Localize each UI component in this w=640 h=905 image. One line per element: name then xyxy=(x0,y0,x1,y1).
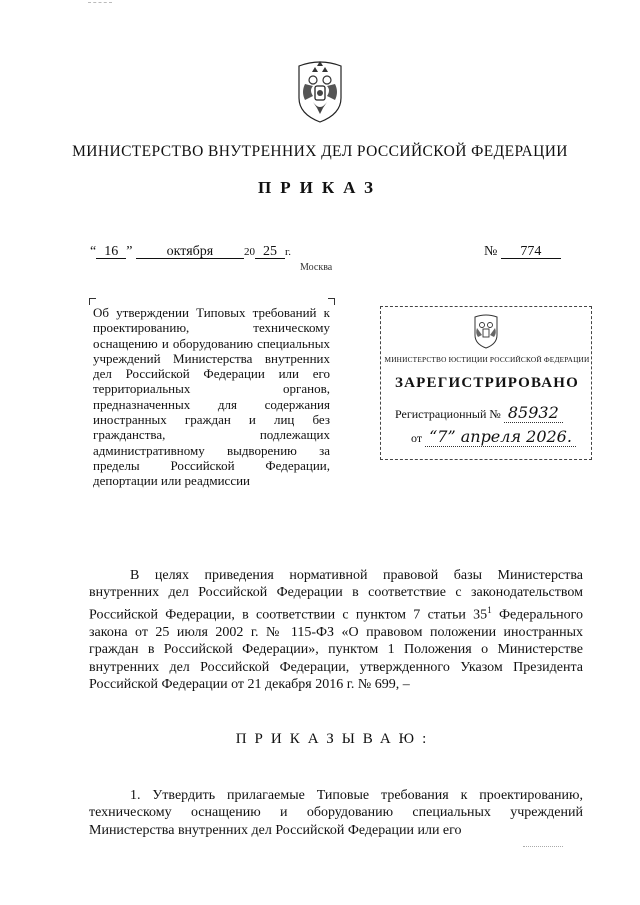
number-label: № xyxy=(484,244,498,259)
superscript: 1 xyxy=(487,604,492,615)
scan-artifact xyxy=(523,846,563,848)
stamp-ministry: МИНИСТЕРСТВО ЮСТИЦИИ РОССИЙСКОЙ ФЕДЕРАЦИИ xyxy=(384,355,590,364)
stamp-registered: ЗАРЕГИСТРИРОВАНО xyxy=(395,375,579,391)
handwritten-date: “7” апреля 2026. xyxy=(425,427,576,447)
stamp-registration-number: Регистрационный № 85932 xyxy=(395,403,563,422)
ministry-title: МИНИСТЕРСТВО ВНУТРЕННИХ ДЕЛ РОССИЙСКОЙ ФЕДЕРАЦИИ xyxy=(72,143,568,160)
stamp-date: от “7” апреля 2026. xyxy=(411,427,576,446)
date-day: 16 xyxy=(96,245,126,259)
decree-heading: ПРИКАЗЫВАЮ: xyxy=(235,731,435,747)
order-item-1: 1. Утвердить прилагаемые Типовые требования к проектированию, техническому оснащению и оборудованию специальных учреждений Министерства внутренних дел Российской Федерации или его xyxy=(89,788,583,838)
document-type-title: ПРИКАЗ xyxy=(258,178,382,197)
city: Москва xyxy=(300,262,333,273)
date-month: октября xyxy=(136,245,244,259)
number-value: 774 xyxy=(501,245,561,259)
registration-stamp xyxy=(380,306,592,460)
coat-of-arms-icon xyxy=(293,58,347,124)
date-year: 25 xyxy=(255,245,285,259)
corner-mark xyxy=(328,298,335,305)
order-number xyxy=(484,244,561,260)
preamble-paragraph: В целях приведения нормативной правовой базы Министерства внутренних дел Российской Федерации в соответствие с законодательством Российской Федерации, в соответствии с пунктом 7 статьи $35^1$ Федерального закона от 25 июля 2002 г. № 115-ФЗ «О правовом положении иностранных граждан в Российской Федерации», пунктом 1 Положения о Министерстве внутренних дел Российской Федерации, утвержденного Указом Президента Российской Федерации от 21 декабря 2016 г. № 699, – xyxy=(89,568,583,693)
date-year-prefix: 20 xyxy=(243,246,255,258)
order-date: “ 16 ” октября 20 25 г. xyxy=(90,244,291,259)
handwritten-number: 85932 xyxy=(504,403,563,423)
scan-artifact xyxy=(88,2,112,4)
order-subject: Об утверждении Типовых требований к проектированию, техническому оснащению и оборудованию специальных учреждений Министерства внутренних дел Российской Федерации или его территориальных органов, предназначенных для содержания иностранных граждан и лиц без гражданства, подлежащих административному выдворению за пределы Российской Федерации, депортации или реадмиссии xyxy=(93,305,330,489)
corner-mark xyxy=(89,298,96,305)
stamp-emblem-icon xyxy=(471,313,501,349)
